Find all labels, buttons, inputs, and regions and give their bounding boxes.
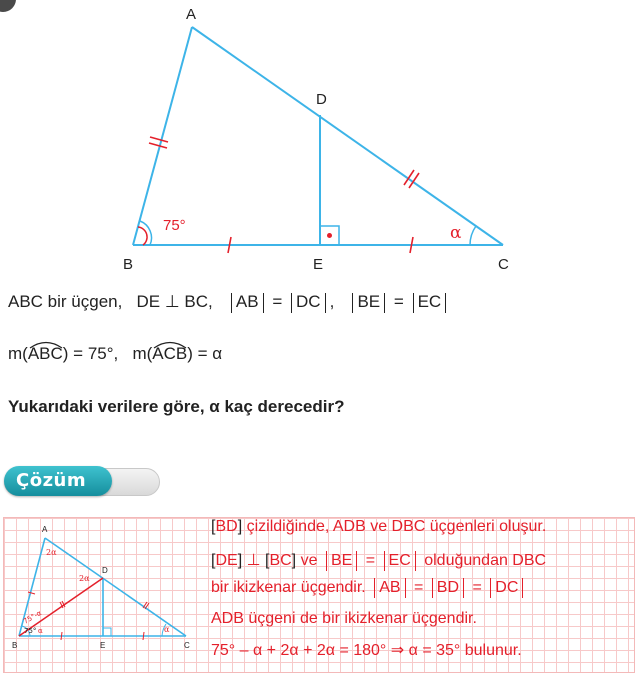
solution-label: Çözüm <box>16 470 87 491</box>
sol-vertex-d: D <box>102 566 108 575</box>
sol-bd: BD <box>215 518 238 535</box>
solution-header <box>4 466 160 496</box>
equals-sign: = <box>414 579 424 597</box>
equals-sign: = <box>393 292 404 311</box>
vertex-d-label: D <box>316 91 327 108</box>
sol-angle-a: 2α <box>46 548 57 557</box>
angle-acb: ACB <box>152 344 188 363</box>
sol-vertex-b: B <box>12 641 18 650</box>
vertex-b-label: B <box>123 256 134 273</box>
sol-text-2: olduğundan DBC <box>424 552 547 569</box>
equals-sign: = <box>365 552 376 569</box>
measure-prefix: m( <box>8 344 28 363</box>
sol-de: DE <box>215 552 238 569</box>
sol-angle-c: α <box>164 625 170 634</box>
sol-angle-b2: 75° <box>24 627 37 635</box>
conj-ve: ve <box>300 552 318 569</box>
equals-sign: = <box>272 292 283 311</box>
sol-ab: AB <box>379 579 401 597</box>
solution-box <box>3 517 635 673</box>
right-angle-dot <box>327 233 332 238</box>
seg-ab: AB <box>235 292 259 311</box>
sol-bd2: BD <box>436 579 460 597</box>
solution-line-3 <box>211 578 527 598</box>
given-line-1 <box>8 292 450 313</box>
solution-line-5: 75° – α + 2α + 2α = 180° ⇒ α = 35° bulunur. <box>211 642 522 659</box>
sol-be: BE <box>330 552 353 569</box>
sol-dc: DC <box>495 579 519 597</box>
angle-abc: ABC <box>27 344 63 363</box>
sol-ec: EC <box>388 552 411 569</box>
given-perp-text: DE ⊥ BC, <box>136 292 213 311</box>
sol-vertex-a: A <box>42 525 48 534</box>
seg-dc: DC <box>296 292 321 311</box>
sol-angle-d: 2α <box>79 574 90 583</box>
sol-bc: BC <box>269 552 292 569</box>
vertex-c-label: C <box>498 256 509 273</box>
equal-tick-marks <box>149 137 419 253</box>
sol-text-3: bir ikizkenar üçgendir. <box>211 579 366 597</box>
solution-line-1: [BD] çizildiğinde, ADB ve DBC üçgenleri oluşur. <box>211 518 547 535</box>
angle-abc-value: ) = 75°, <box>62 344 119 363</box>
solution-line-2: [DE] ⊥ [BC] ve BE = EC olduğundan DBC <box>211 552 547 569</box>
comma: , <box>329 292 335 311</box>
vertex-e-label: E <box>313 256 324 273</box>
angle-acb-value: ) = α <box>187 344 223 363</box>
triangle-figure <box>0 0 639 290</box>
question-text: Yukarıdaki verilere göre, α kaç derecedir? <box>8 397 345 416</box>
side-ac <box>192 27 503 245</box>
sol-vertex-c: C <box>184 641 190 650</box>
vertex-a-label: A <box>186 6 197 23</box>
perp-symbol: ⊥ <box>246 552 261 569</box>
sol-text-1: çizildiğinde, ADB ve DBC üçgenleri oluşur. <box>246 518 547 535</box>
sol-vertex-e: E <box>100 641 106 650</box>
seg-ec: EC <box>417 292 442 311</box>
sol-angle-b1: 75°-α <box>22 609 43 626</box>
angle-c-label: α <box>450 223 462 243</box>
given-triangle-text: ABC bir üçgen, <box>8 292 123 311</box>
sol-angle-b3: α <box>38 627 43 635</box>
given-line-2 <box>8 344 222 364</box>
seg-be: BE <box>357 292 381 311</box>
side-ab <box>133 27 192 245</box>
solution-line-4: ADB üçgeni de bir ikizkenar üçgendir. <box>211 610 477 627</box>
measure-prefix: m( <box>132 344 153 363</box>
solution-figure <box>4 518 204 668</box>
angle-b-label: 75° <box>163 217 186 234</box>
angle-c-arc <box>470 226 476 245</box>
equals-sign: = <box>472 579 482 597</box>
